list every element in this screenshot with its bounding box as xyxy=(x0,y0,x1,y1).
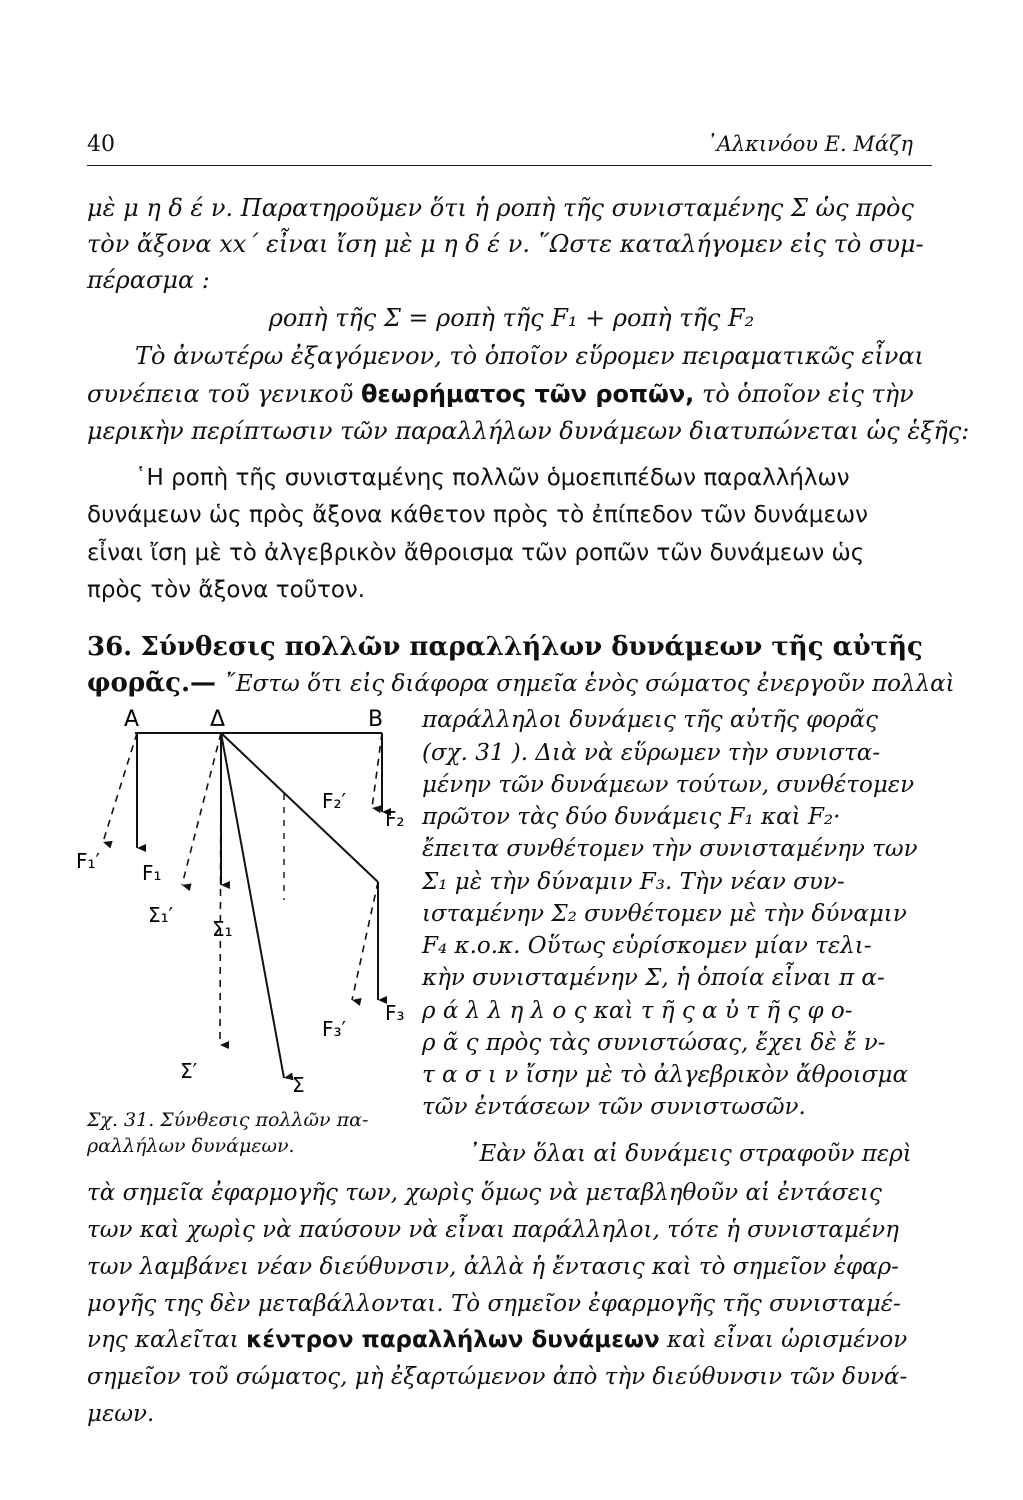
label-f1-prime: F₁′ xyxy=(76,849,101,873)
force-f3-rotated-arrow xyxy=(352,882,378,1000)
section-intro: ῎Εστω ὅτι εἰς διάφορα σημεῖα ἑνὸς σώματος ἐνεργοῦν πολλαὶ xyxy=(224,671,955,697)
paragraph-end-line: μογῆς της δὲν μεταβάλλονται. Τὸ σημεῖον ἐφαρμογῆς τῆς συνισταμέ- xyxy=(87,1291,901,1317)
column-line: πρῶτον τὰς δύο δυνάμεις F₁ καὶ F₂· xyxy=(422,804,841,830)
label-a: A xyxy=(124,707,140,732)
section-title-cont: φορᾶς.— xyxy=(87,668,217,698)
label-b: B xyxy=(368,707,384,732)
theorem-line: δυνάμεων ὡς πρὸς ἄξονα κάθετον πρὸς τὸ ἐπίπεδον τῶν δυνάμεων xyxy=(87,502,868,528)
section-title: Σύνθεσις πολλῶν παραλλήλων δυνάμεων τῆς αὐτῆς xyxy=(140,632,923,662)
theorem-line: ῾Η ροπὴ τῆς συνισταμένης πολλῶν ὁμοεπιπέδων παραλλήλων xyxy=(135,465,850,491)
column-line: παράλληλοι δυνάμεις τῆς αὐτῆς φορᾶς xyxy=(422,707,879,733)
section-heading xyxy=(87,630,923,664)
section-number: 36. xyxy=(87,632,133,662)
column-line: ἔπειτα συνθέτομεν τὴν συνισταμένην των xyxy=(422,836,918,862)
label-s1: Σ₁ xyxy=(212,917,233,941)
label-delta: Δ xyxy=(210,707,226,732)
header-rule xyxy=(87,165,932,166)
label-f2: F₂ xyxy=(385,807,405,831)
paragraph2-line xyxy=(87,378,914,410)
resultant-s1-rotated-arrow xyxy=(182,733,221,885)
label-f1: F₁ xyxy=(142,861,162,885)
theorem-name-bold: θεωρήματος τῶν ροπῶν, xyxy=(360,380,695,408)
equation: ροπὴ τῆς Σ = ροπὴ τῆς F₁ + ροπὴ τῆς F₂ xyxy=(268,304,755,332)
paragraph-end-text: καὶ εἶναι ὡρισμένον xyxy=(666,1327,908,1353)
column-line: F₄ κ.ο.κ. Οὕτως εὑρίσκομεν μίαν τελι- xyxy=(422,933,872,959)
paragraph1-line: μὲ μ η δ έ ν. Παρατηροῦμεν ὅτι ἡ ροπὴ τῆς συνισταμένης Σ ὡς πρὸς xyxy=(87,194,914,222)
label-f3-prime: F₃′ xyxy=(322,1017,347,1041)
section-heading-line2 xyxy=(87,666,955,701)
theorem-line: εἶναι ἴση μὲ τὸ ἀλγεβρικὸν ἄθροισμα τῶν ροπῶν τῶν δυνάμεων ὡς xyxy=(87,540,865,566)
paragraph-end-text: νης καλεῖται xyxy=(87,1327,239,1353)
column-line: (σχ. 31 ). Διὰ νὰ εὕρωμεν τὴν συνιστα- xyxy=(422,740,881,766)
label-s: Σ xyxy=(292,1073,305,1097)
column-line: Σ₁ μὲ τὴν δύναμιν F₃. Τὴν νέαν συν- xyxy=(422,869,845,895)
paragraph2-text: συνέπεια τοῦ γενικοῦ xyxy=(87,380,354,408)
running-title: ᾿Αλκινόου Ε. Μάζη xyxy=(706,132,913,156)
figure-caption: Σχ. 31. Σύνθεσις πολλῶν πα- xyxy=(87,1109,369,1131)
column-line: τῶν ἐντάσεων τῶν συνιστωσῶν. xyxy=(422,1094,806,1120)
paragraph-end-line: τὰ σημεῖα ἐφαρμογῆς των, χωρὶς ὅμως νὰ μεταβληθοῦν αἱ ἐντάσεις xyxy=(87,1180,882,1206)
force-f1-rotated-arrow xyxy=(103,733,137,842)
label-f3: F₃ xyxy=(385,1001,405,1025)
paragraph-end-line: των λαμβάνει νέαν διεύθυνσιν, ἀλλὰ ἡ ἔντασις καὶ τὸ σημεῖον ἐφαρ- xyxy=(87,1254,899,1280)
paragraph1-line: τὸν ἄξονα xx΄ εἶναι ἴση μὲ μ η δ έ ν. ῞Ωστε καταλήγομεν εἰς τὸ συμ- xyxy=(87,230,924,258)
column-line: ισταμένην Σ₂ συνθέτομεν μὲ τὴν δύναμιν xyxy=(422,901,907,927)
column-line: μένην τῶν δυνάμεων τούτων, συνθέτομεν xyxy=(422,772,915,798)
label-s1-prime: Σ₁′ xyxy=(148,903,174,927)
paragraph2-text: τὸ ὁποῖον εἰς τὴν xyxy=(701,380,914,408)
figure-caption: ραλλήλων δυνάμεων. xyxy=(87,1135,295,1157)
page-number: 40 xyxy=(87,132,115,157)
column-line: κὴν συνισταμένην Σ, ἡ ὁποία εἶναι π α- xyxy=(422,965,885,991)
theorem-line: πρὸς τὸν ἄξονα τοῦτον. xyxy=(87,577,366,603)
paragraph-end-line: ᾿Εὰν ὅλαι αἱ δυνάμεις στραφοῦν περὶ xyxy=(468,1141,912,1167)
column-line: ρ ᾶ ς πρὸς τὰς συνιστώσας, ἔχει δὲ ἔ ν- xyxy=(422,1030,886,1056)
paragraph-end-line xyxy=(87,1324,907,1356)
paragraph2-line: Τὸ ἀνωτέρω ἐξαγόμενον, τὸ ὁποῖον εὕρομεν πειραματικῶς εἶναι xyxy=(135,342,924,370)
paragraph-end-line: μεων. xyxy=(87,1401,155,1427)
figure-31 xyxy=(60,700,420,1110)
column-line: τ α σ ι ν ἴσην μὲ τὸ ἀλγεβρικὸν ἄθροισμα xyxy=(422,1062,908,1088)
paragraph-end-line: των καὶ χωρὶς νὰ παύσουν νὰ εἶναι παράλληλοι, τότε ἡ συνισταμένη xyxy=(87,1217,899,1243)
force-f2-rotated-arrow xyxy=(372,733,382,808)
center-of-forces-bold: κέντρον παραλλήλων δυνάμεων xyxy=(246,1327,660,1353)
paragraph1-line: πέρασμα : xyxy=(87,266,210,294)
paragraph2-line: μερικὴν περίπτωσιν τῶν παραλλήλων δυνάμεων διατυπώνεται ὡς ἑξῆς: xyxy=(87,417,970,445)
label-f2-prime: F₂′ xyxy=(322,789,347,813)
paragraph-end-line: σημεῖον τοῦ σώματος, μὴ ἐξαρτώμενον ἀπὸ τὴν διεύθυνσιν τῶν δυνά- xyxy=(87,1364,908,1390)
column-line: ρ ά λ λ η λ ο ς καὶ τ ῆ ς α ὐ τ ῆ ς φ ο- xyxy=(422,998,853,1024)
label-s-prime: Σ′ xyxy=(180,1059,198,1083)
